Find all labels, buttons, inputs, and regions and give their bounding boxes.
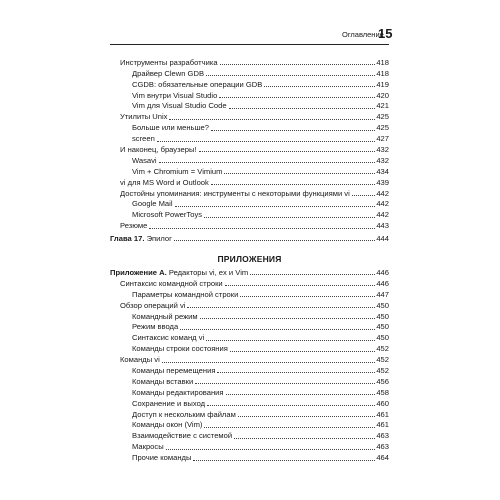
dot-leader [352,195,376,196]
dot-leader [226,394,376,395]
dot-leader [220,64,376,65]
toc-entry-appendix-a[interactable] [110,267,389,278]
toc-entry[interactable] [110,122,389,133]
toc-entry-title: Доступ к нескольким файлам [132,409,236,419]
toc-entry[interactable] [110,68,389,79]
toc-entry[interactable] [110,79,389,90]
page-number: 15 [378,26,393,41]
toc-entry[interactable] [110,133,389,144]
dot-leader [207,405,375,406]
toc-page-number: 461 [376,420,389,430]
toc-page-number: 434 [376,166,389,176]
toc-entry[interactable] [110,144,389,155]
toc-page-number: 442 [376,188,389,198]
dot-leader [204,427,375,428]
dot-leader [264,86,375,87]
toc-page-number: 421 [376,101,389,111]
toc-page-number: 452 [376,366,389,376]
toc-section-top [110,57,389,231]
toc-entry[interactable] [110,111,389,122]
toc-page-number: 450 [376,311,389,321]
toc-entry[interactable] [110,387,389,398]
toc-entry-title: Команды перемещения [132,366,216,376]
toc-page-number: 450 [376,333,389,343]
dot-leader [229,108,376,109]
dot-leader [219,97,375,98]
toc-page-number: 443 [376,221,389,231]
toc-entry[interactable] [110,332,389,343]
chapter-prefix: Глава 17. [110,233,145,243]
toc-entry-title: Режим ввода [132,322,179,332]
dot-leader [157,141,376,142]
toc-entry[interactable] [110,452,389,463]
dot-leader [206,75,375,76]
toc-entry-title: Команды vi [120,355,160,365]
toc-entry-title: screen [132,134,155,144]
toc-entry[interactable] [110,188,389,199]
dot-leader [211,130,375,131]
toc-entry-title: Синтаксис команд vi [132,333,205,343]
toc-page-number: 452 [376,344,389,354]
toc-entry-title: Vim для Visual Studio Code [132,101,227,111]
dot-leader [166,449,376,450]
toc-page-number: 425 [376,112,389,122]
toc-entry-title: Microsoft PowerToys [132,210,203,220]
toc-entry-title: Синтаксис командной строки [120,278,223,288]
toc-appendix-a [110,267,389,278]
toc-entry[interactable] [110,199,389,210]
toc-page-number: 464 [376,453,389,463]
toc-entry-chapter-17[interactable] [110,233,389,244]
toc-entry[interactable] [110,57,389,68]
toc-entry-title: Больше или меньше? [132,123,210,133]
chapter-title: Эпилог [146,233,172,243]
toc-entry-title: Команды редактирования [132,387,224,397]
dot-leader [193,460,375,461]
toc-entry[interactable] [110,101,389,112]
toc-entry-title: Прочие команды [132,453,192,463]
dot-leader [187,307,375,308]
toc-entry[interactable] [110,376,389,387]
dot-leader [238,416,376,417]
appendix-title: Редакторы vi, ex и Vim [168,267,249,277]
dot-leader [206,340,375,341]
toc-entry-title: Макросы [132,442,164,452]
toc-entry[interactable] [110,220,389,231]
toc-entry-title: Резюме [120,221,148,231]
dot-leader [200,318,376,319]
toc-page-number: 450 [376,322,389,332]
toc-entry[interactable] [110,311,389,322]
toc-entry[interactable] [110,420,389,431]
toc-entry[interactable] [110,166,389,177]
toc-entry[interactable] [110,354,389,365]
toc-entry-title: Достойны упоминания: инструменты с некоторыми функциями vi [120,188,350,198]
toc-page-number: 418 [376,68,389,78]
appendix-prefix: Приложение A. [110,267,167,277]
toc-page-number: 456 [376,376,389,386]
toc-section-bottom [110,278,389,463]
toc-page-number: 432 [376,145,389,155]
toc-entry-title: Команды окон (Vim) [132,420,203,430]
toc-page-number: 432 [376,155,389,165]
toc-entry-title: Vim внутри Visual Studio [132,90,218,100]
dot-leader [234,438,375,439]
toc-page-number: 442 [376,210,389,220]
toc-page-number: 447 [376,289,389,299]
running-header-title: Оглавление [342,30,384,39]
dot-leader [180,329,375,330]
toc-entry[interactable] [110,430,389,441]
dot-leader [195,383,375,384]
dot-leader [250,274,375,275]
toc-entry[interactable] [110,90,389,101]
toc-page-number: 442 [376,199,389,209]
toc-page-number: 420 [376,90,389,100]
toc-page-number: 418 [376,57,389,67]
toc-entry-title: Инструменты разработчика [120,57,218,67]
toc-page-number: 458 [376,387,389,397]
dot-leader [230,351,375,352]
toc-entry-title: И наконец, браузеры! [120,145,197,155]
toc-entry[interactable] [110,177,389,188]
toc-page-number: 463 [376,442,389,452]
toc-entry-title: Сохранение и выход [132,398,206,408]
toc-entry-title: Параметры командной строки [132,289,239,299]
dot-leader [169,119,375,120]
toc-page-number: 425 [376,123,389,133]
toc-entry[interactable] [110,441,389,452]
dot-leader [174,240,375,241]
toc-entry-title: Утилиты Unix [120,112,168,122]
toc-entry-title: vi для MS Word и Outlook [120,177,209,187]
toc-entry[interactable] [110,300,389,311]
toc-page-number: 461 [376,409,389,419]
dot-leader [199,151,376,152]
toc-entry[interactable] [110,155,389,166]
toc-page-number: 460 [376,398,389,408]
toc-page-number: 450 [376,300,389,310]
toc-entry[interactable] [110,409,389,420]
toc-page-number: 446 [376,267,389,277]
dot-leader [224,173,375,174]
toc-entry-title: Драйвер Clewn GDB [132,68,205,78]
toc-entry[interactable] [110,398,389,409]
toc-entry-title: Vim + Chromium = Vimium [132,166,223,176]
appendix-section-heading: ПРИЛОЖЕНИЯ [217,254,282,264]
dot-leader [217,372,375,373]
toc-entry[interactable] [110,289,389,300]
toc-chapter-17 [110,233,389,244]
toc-entry-title: Google Mail [132,199,173,209]
toc-entry[interactable] [110,322,389,333]
toc-entry[interactable] [110,209,389,220]
toc-entry-title: Команды строки состояния [132,344,228,354]
toc-page-number: 463 [376,431,389,441]
toc-page-number: 452 [376,355,389,365]
header-rule [110,44,389,45]
dot-leader [211,184,376,185]
dot-leader [225,285,376,286]
dot-leader [159,162,376,163]
dot-leader [175,206,376,207]
toc-page-number: 419 [376,79,389,89]
toc-page-number: 439 [376,177,389,187]
toc-entry[interactable] [110,365,389,376]
toc-entry-title: CGDB: обязательные операции GDB [132,79,263,89]
toc-page-number: 444 [376,233,389,243]
dot-leader [240,296,375,297]
toc-entry[interactable] [110,278,389,289]
toc-page-number: 446 [376,278,389,288]
dot-leader [204,217,375,218]
toc-entry-title: Обзор операций vi [120,300,186,310]
toc-entry-title: Командный режим [132,311,198,321]
toc-entry-title: Wasavi [132,155,157,165]
dot-leader [162,362,376,363]
toc-page-number: 427 [376,134,389,144]
toc-entry-title: Команды вставки [132,376,194,386]
dot-leader [149,228,375,229]
toc-entry-title: Взаимодействие с системой [132,431,233,441]
toc-entry[interactable] [110,343,389,354]
